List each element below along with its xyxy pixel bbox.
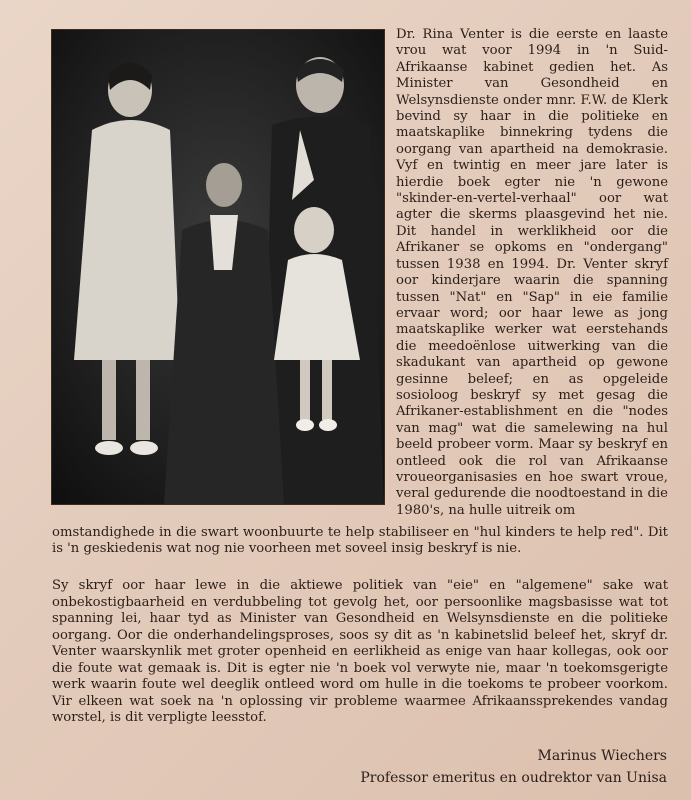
second-paragraph: Sy skryf oor haar lewe in die aktiewe politiek van "eie" en "algemene" sake wat onbekostigbaarheid en verdubbeling tot gevolg het, oor persoonlike magsbasisse wat tot spanning lei, haar tyd as Minister van Gesondheid en Welsynsdienste en die politieke oorgang. Oor die onderhandelingsproses, soos sy dit as 'n kabinetslid beleef het, skryf dr. Venter waarskynlik met groter openheid en eerlikheid as enige van haar kollegas, ook oor die foute wat gemaak is. Dit is egter nie 'n boek vol verwyte nie, maar 'n toekomsgerigte werk waarin foute wel deeglik ontleed word om hulle in die toekoms te probeer voorkom. Vir elkeen wat soek na 'n oplossing vir probleme waarmee Afrikaanssprekendes vandag worstel, is dit verpligte leesstof. [52, 578, 668, 725]
signature-block [360, 745, 667, 789]
family-photograph [52, 30, 384, 504]
intro-paragraph-side: Dr. Rina Venter is die eerste en laaste vrou wat voor 1994 in 'n Suid-Afrikaanse kabinet gedien het. As Minister van Gesondheid en Welsynsdienste onder mnr. F.W. de Klerk bevind sy haar in die politieke en maatskaplike binnekring tydens die oorgang van apartheid na demokrasie. Vyf en twintig en meer jare later is hierdie boek egter nie 'n gewone "skinder-en-vertel-verhaal" oor wat agter die skerms plaasgevind het nie. Dit handel in werklikheid oor die Afrikaner se opkoms en "ondergang" tussen 1938 en 1994. Dr. Venter skryf oor kinderjare waarin die spanning tussen "Nat" en "Sap" in eie familie ervaar word; oor haar lewe as jong maatskaplike werker wat eerstehands die meedoënlose uitwerking van die skadukant van apartheid op gewone gesinne beleef; en as opgeleide sosioloog beskryf sy met gesag die Afrikaner-establishment en die "nodes van mag" wat die samelewing na hul beeld probeer vorm. Maar sy beskryf en ontleed ook die rol van Afrikaanse vroueorganisasies en hoe swart vroue, veral gedurende die noodtoestand in die 1980's, na hulle uitreik om [396, 27, 668, 518]
photo-illustration [52, 30, 384, 504]
intro-paragraph-continuation: omstandighede in die swart woonbuurte te help stabiliseer en "hul kinders te help red". Dit is 'n geskiedenis wat nog nie voorheen met soveel insig beskryf is nie. [52, 525, 668, 557]
signature-title: Professor emeritus en oudrektor van Unisa [360, 770, 667, 786]
signature-name: Marinus Wiechers [537, 748, 667, 764]
